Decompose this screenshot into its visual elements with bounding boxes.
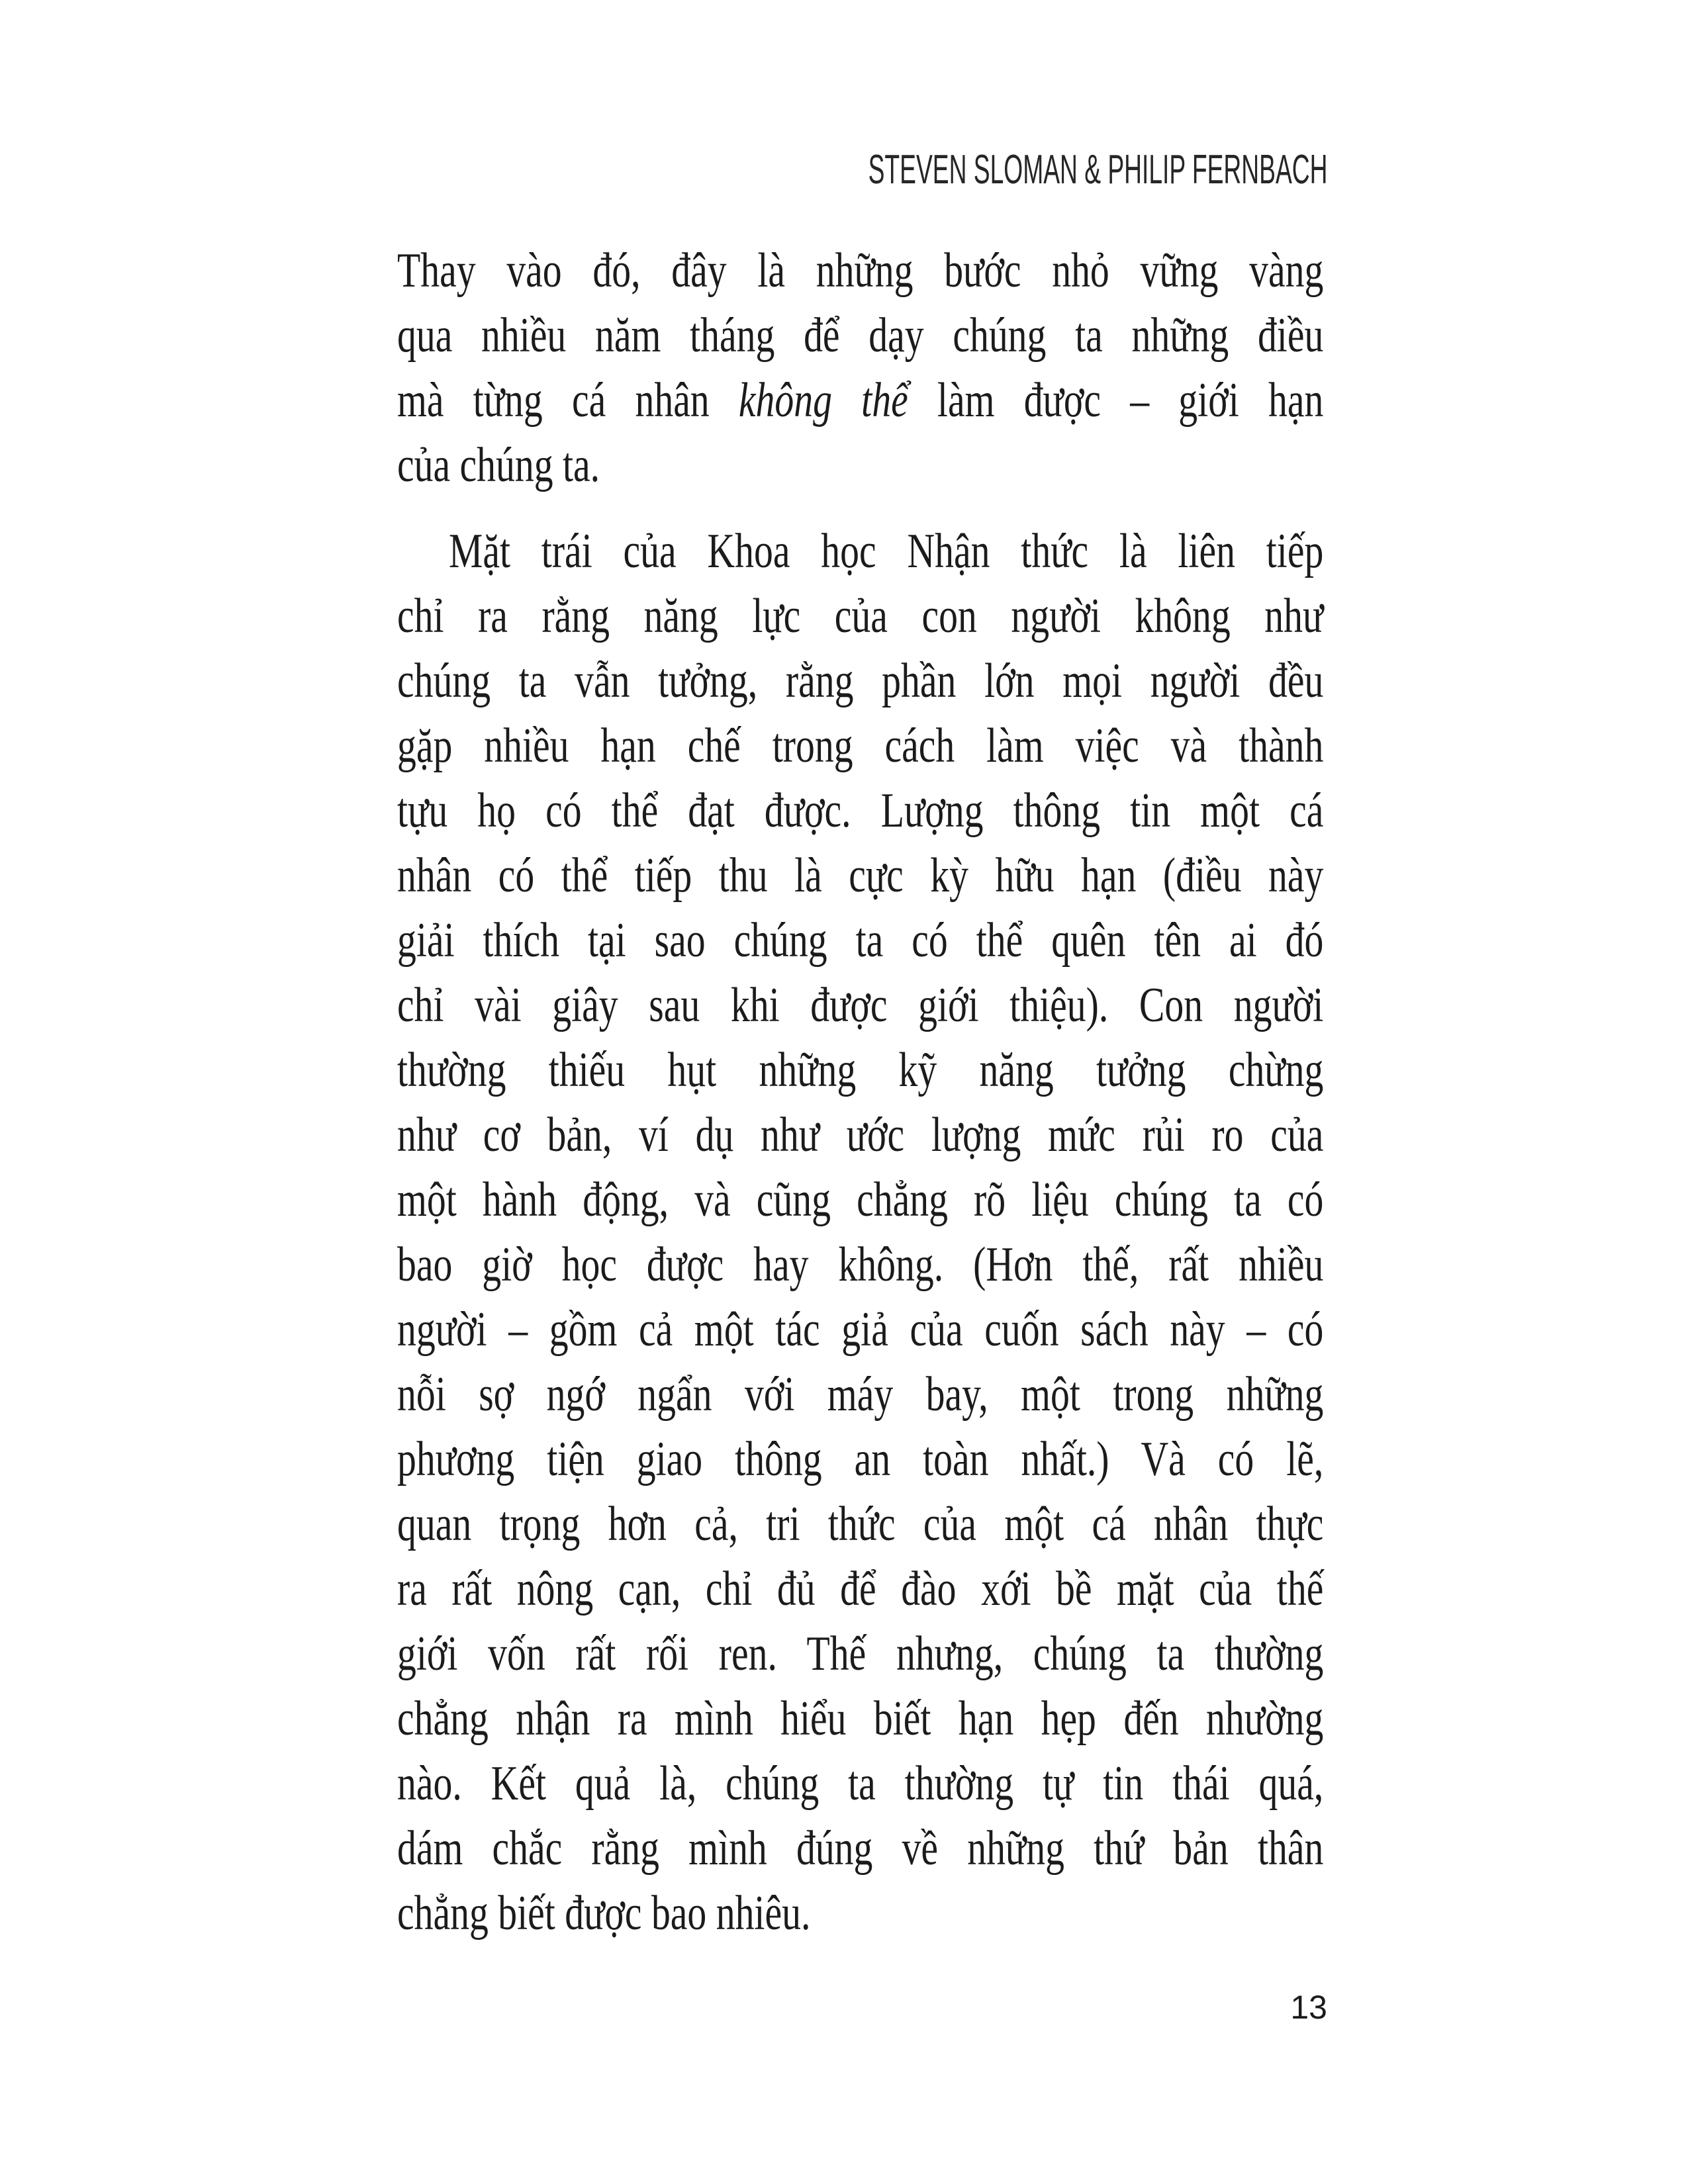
text-segment: thường thiếu hụt những kỹ năng tưởng chừng [397,1043,1324,1097]
text-line [397,973,1323,1038]
text-line [397,1881,1323,1946]
text-segment: nhân có thể tiếp thu là cực kỳ hữu hạn (điều này [397,848,1324,903]
text-line [397,1751,1323,1816]
text-segment: chẳng biết được bao nhiêu. [397,1886,811,1940]
text-line [397,1362,1323,1427]
text-segment: như cơ bản, ví dụ như ước lượng mức rủi ro của [397,1108,1324,1162]
text-segment: giới vốn rất rối ren. Thế nhưng, chúng ta thường [397,1627,1324,1681]
text-segment: chẳng nhận ra mình hiểu biết hạn hẹp đến nhường [397,1692,1324,1746]
text-segment: bao giờ học được hay không. (Hơn thế, rất nhiều [397,1238,1324,1292]
text-line [397,238,1323,303]
text-segment: làm được – giới hạn [908,373,1324,428]
text-segment: giải thích tại sao chúng ta có thể quên tên ai đó [397,913,1324,968]
text-line [397,1816,1323,1881]
text-segment: nào. Kết quả là, chúng ta thường tự tin thái quá, [397,1756,1324,1811]
paragraph [397,519,1323,1946]
text-segment: của chúng ta. [397,438,600,492]
text-segment: dám chắc rằng mình đúng về những thứ bản thân [397,1821,1324,1876]
text-line [397,1621,1323,1686]
text-line [397,1686,1323,1751]
text-segment: mà từng cá nhân [397,373,739,428]
text-line [397,1167,1323,1232]
text-line [397,368,1323,433]
text-line [397,713,1323,778]
text-segment: một hành động, và cũng chẳng rõ liệu chúng ta có [397,1173,1324,1227]
text-segment: phương tiện giao thông an toàn nhất.) Và có lẽ, [397,1432,1324,1486]
text-line [397,1038,1323,1103]
text-segment: chỉ vài giây sau khi được giới thiệu). Con người [397,978,1324,1032]
italic-text: không thể [738,373,908,428]
text-segment: tựu họ có thể đạt được. Lượng thông tin một cá [397,784,1324,838]
text-line [397,433,1323,498]
text-segment: chỉ ra rằng năng lực của con người không như [397,589,1324,643]
text-line [397,843,1323,908]
text-segment: Thay vào đó, đây là những bước nhỏ vững vàng [397,244,1324,298]
text-segment: gặp nhiều hạn chế trong cách làm việc và thành [397,719,1324,773]
text-line [397,649,1323,713]
text-line [397,1232,1323,1297]
text-line [397,1492,1323,1557]
text-line [397,1297,1323,1362]
text-segment: Mặt trái của Khoa học Nhận thức là liên tiếp [449,524,1324,578]
text-line [397,1427,1323,1492]
text-line [397,519,1323,584]
text-segment: nỗi sợ ngớ ngẩn với máy bay, một trong những [397,1367,1324,1422]
text-line [397,303,1323,368]
paragraph [397,238,1323,498]
text-line [397,584,1323,649]
text-line [397,1103,1323,1167]
text-segment: chúng ta vẫn tưởng, rằng phần lớn mọi người đều [397,654,1324,708]
text-line [397,1557,1323,1621]
page-number: 13 [1290,1989,1327,2026]
running-header: STEVEN SLOMAN & PHILIP FERNBACH [868,147,1327,193]
body-text [397,238,1323,1946]
text-segment: quan trọng hơn cả, tri thức của một cá nhân thực [397,1497,1324,1551]
text-segment: người – gồm cả một tác giả của cuốn sách này – có [397,1302,1324,1357]
text-line [397,908,1323,973]
text-segment: ra rất nông cạn, chỉ đủ để đào xới bề mặt của thế [397,1562,1324,1616]
text-line [397,778,1323,843]
text-segment: qua nhiều năm tháng để dạy chúng ta những điều [397,308,1324,363]
